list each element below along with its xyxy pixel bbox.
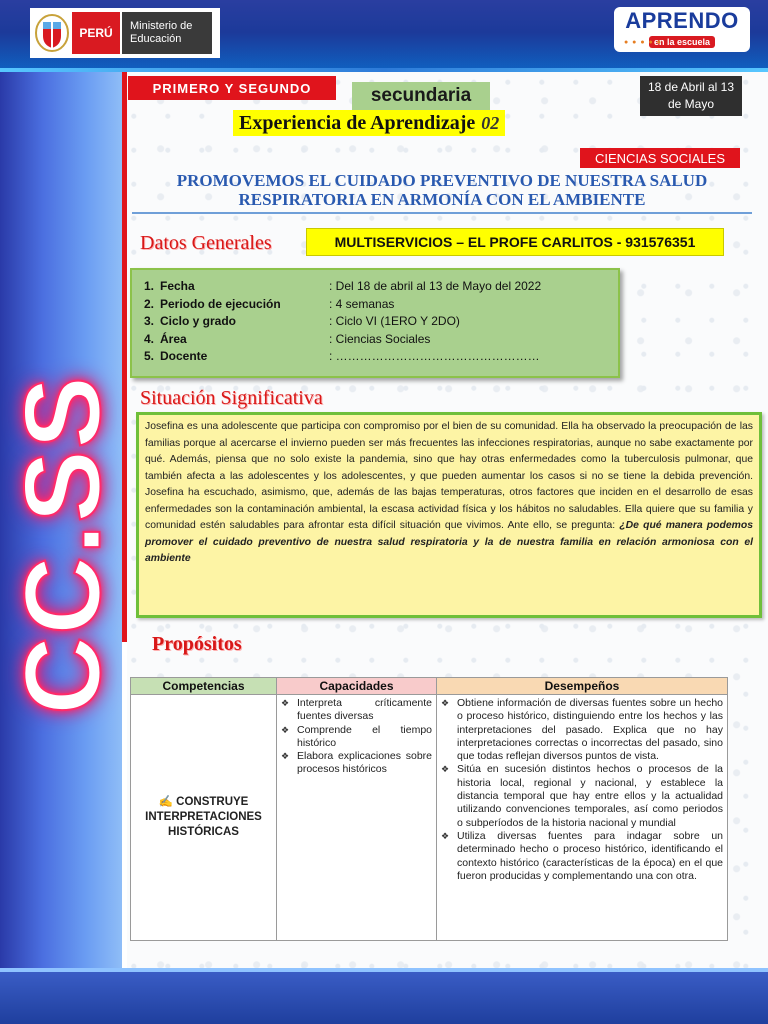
row-label: Fecha [160, 279, 195, 293]
aprendo-title: APRENDO [625, 8, 739, 33]
pencil-icon: ✍ [158, 796, 173, 808]
list-item [281, 724, 432, 751]
capacidades-cell [277, 695, 437, 941]
desempenos-list [437, 695, 727, 883]
bullet-icon: ❖ [441, 830, 450, 841]
situation-paragraph [145, 419, 753, 568]
level-label: secundaria [352, 82, 490, 110]
row-index: 3. [144, 314, 155, 328]
capacidad-text: Interpreta críticamente fuentes diversas [297, 697, 432, 723]
competency-text: CONSTRUYE INTERPRETACIONES HISTÓRICAS [145, 796, 262, 838]
aprendo-logo [614, 7, 750, 52]
area-badge: CIENCIAS SOCIALES [580, 148, 740, 168]
experience-title [233, 110, 505, 136]
row-value: : Ciclo VI (1ERO Y 2DO) [329, 314, 460, 328]
desempeno-text: Sitúa en sucesión distintos hechos o procesos de la historia local, regional y nacional, y establece la distancia temporal que hay entre ellos y la actualidad utilizando convenciones temporales, así como periodos o subperíodos de la historia nacional y mundial [457, 763, 723, 829]
datos-row [144, 296, 618, 314]
situation-question: ¿De qué manera podemos promover el cuidado preventivo de nuestra salud respiratoria y la de nuestra familia en relación armoniosa con el ambiente [145, 520, 753, 564]
footer-band [0, 968, 768, 1024]
bullet-icon: ❖ [281, 698, 290, 708]
datos-row [144, 348, 618, 366]
contact-banner: MULTISERVICIOS – EL PROFE CARLITOS - 931576351 [306, 228, 724, 256]
general-data-box [130, 268, 620, 378]
experience-number: 02 [481, 112, 500, 133]
capacidades-list [277, 695, 436, 777]
title-underline [132, 212, 752, 214]
list-item [281, 750, 432, 777]
datos-generales-heading: Datos Generales [140, 232, 272, 254]
list-item [441, 763, 723, 829]
coat-of-arms-icon [34, 12, 70, 54]
bullet-icon: ❖ [281, 751, 290, 762]
table-row [131, 695, 728, 941]
red-divider-line [122, 72, 127, 642]
bullet-icon: ❖ [441, 698, 450, 708]
grade-label: PRIMERO Y SEGUNDO [128, 76, 336, 100]
competency-cell [131, 695, 277, 941]
datos-row [144, 278, 618, 296]
list-item [441, 830, 723, 883]
column-header-capacidades: Capacidades [277, 678, 437, 695]
desempeno-text: Utiliza diversas fuentes para indagar sobre un determinado hecho o proceso histórico, identificando el contexto histórico (características de la época) en el que fueron producidas y complementando una con otra. [457, 829, 723, 882]
sidebar-vertical-text: CC.SS [1, 374, 123, 715]
propositos-heading: Propósitos [152, 633, 242, 655]
situation-box [136, 412, 762, 618]
list-item [281, 697, 432, 724]
row-value: : Del 18 de abril al 13 de Mayo del 2022 [329, 279, 542, 293]
table-header-row [131, 678, 728, 695]
desempeno-text: Obtiene información de diversas fuentes sobre un hecho o proceso histórico, distinguiendo entre los hechos y las interpretaciones del pasado. Explica que no hay interpretaciones correctas o incorrectas del pasado, sino que todas reflejan diversos puntos de vista. [457, 697, 723, 763]
date-range-box: 18 de Abril al 13 de Mayo [640, 76, 742, 116]
datos-row [144, 313, 618, 331]
experience-label: Experiencia de Aprendizaje [239, 111, 476, 134]
situation-text: Josefina es una adolescente que participa con compromiso por el bien de su comunidad. Ella ha observado la preocupación de las familias porque al acercarse el invierno pueden ser más frecuentes las infecciones respiratorias, aunque no sabe exactamente por qué. Además, piensa que no solo existe la pandemia, sino que hay otras enfermedades como la tuberculosis pulmonar, que también afecta a las adolescentes y los adolescentes, y que pueden aumentar los casos si no se tiene la debida prevención. Josefina ha escuchado, asimismo, que, además de las bajas temperaturas, otros factores que inciden en el desarrollo de esas enfermedades son la contaminación ambiental, la escasa actividad física y los hábitos no saludables. Ella quiere que su familia y comunidad estén saludables para afrontar esta difícil situación que vivimos. Ante ello, se pregunta: [145, 421, 753, 531]
aprendo-subtitle: en la escuela [649, 36, 715, 48]
peru-label: PERÚ [72, 12, 120, 54]
row-index: 5. [144, 349, 155, 363]
row-label: Periodo de ejecución [160, 296, 281, 311]
desempenos-cell [437, 695, 728, 941]
sidebar-band [0, 72, 122, 970]
capacidad-text: Elabora explicaciones sobre procesos históricos [297, 750, 432, 776]
row-index: 2. [144, 296, 155, 311]
main-title: PROMOVEMOS EL CUIDADO PREVENTIVO DE NUESTRA SALUD RESPIRATORIA EN ARMONÍA CON EL AMBIENTE [176, 171, 708, 209]
column-header-desempenos: Desempeños [437, 678, 728, 695]
minedu-logo [30, 8, 220, 58]
bullet-icon: ❖ [281, 724, 290, 735]
row-label: Área [160, 331, 187, 346]
datos-row [144, 331, 618, 349]
aprendo-dots-icon: ● ● ● ● ● [624, 39, 662, 46]
row-label: Docente [160, 349, 208, 363]
row-value: : 4 semanas [329, 296, 395, 311]
column-header-competencias: Competencias [131, 678, 277, 695]
capacidad-text: Comprende el tiempo histórico [297, 723, 432, 749]
bullet-icon: ❖ [441, 764, 450, 775]
ministry-label: Ministerio de Educación [122, 12, 212, 54]
row-index: 4. [144, 331, 155, 346]
row-index: 1. [144, 279, 155, 293]
row-label: Ciclo y grado [160, 314, 237, 328]
situacion-heading: Situación Significativa [140, 387, 323, 409]
competencies-table [130, 677, 728, 941]
list-item [441, 697, 723, 763]
row-value: : Ciencias Sociales [329, 331, 431, 346]
row-value: : …………………………………………… [329, 349, 540, 363]
